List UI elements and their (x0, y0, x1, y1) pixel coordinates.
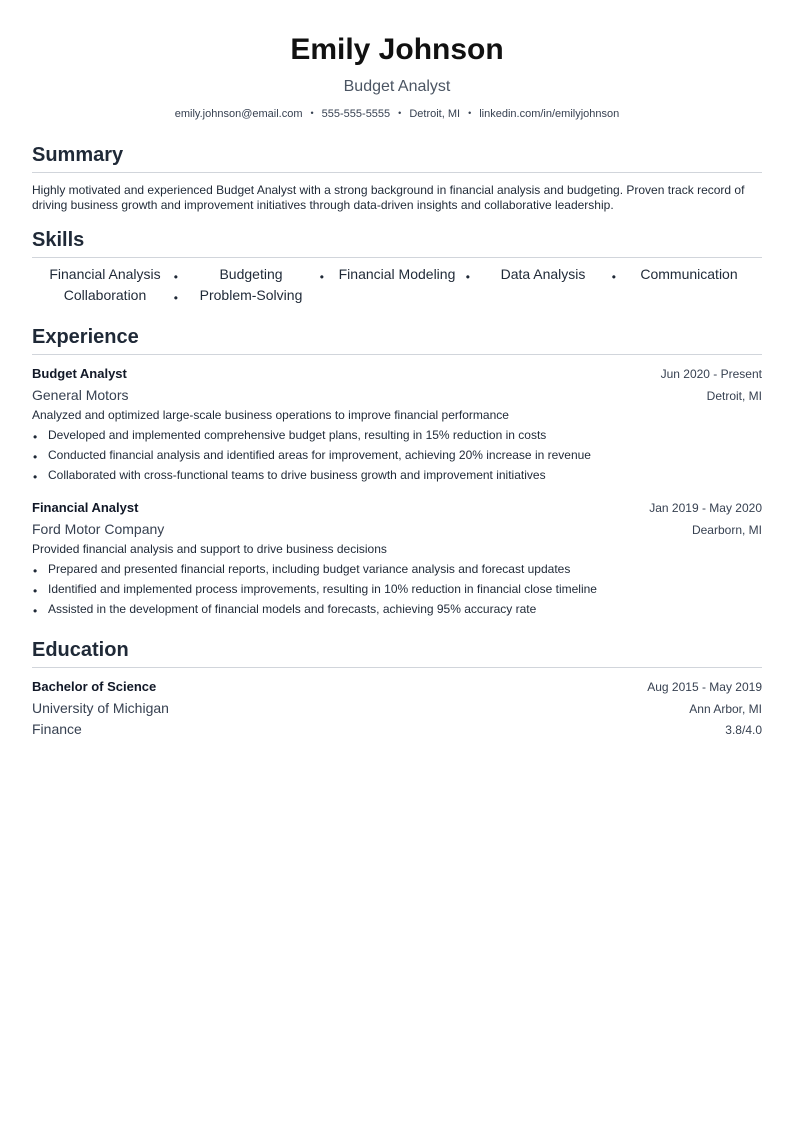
education-entry (32, 678, 762, 739)
contact-separator: • (398, 108, 402, 118)
skill-item (32, 287, 178, 304)
skill-item (470, 266, 616, 283)
education-section (32, 637, 762, 739)
bullet-icon: • (33, 604, 38, 618)
section-title-education: Education (32, 637, 762, 668)
summary-section (32, 142, 762, 213)
job-location: Detroit, MI (706, 389, 762, 403)
skill-item (324, 266, 470, 283)
summary-text: Highly motivated and experienced Budget Analyst with a strong background in financial analysis and budgeting. Proven track record of driving business growth and improvement initiatives through data-driven insights and collaborative leadership. (32, 183, 745, 212)
resume-page (32, 0, 762, 739)
skill-label: Communication (640, 266, 738, 282)
job-entry (32, 499, 762, 617)
bullet-text: Prepared and presented financial reports, including budget variance analysis and forecast updates (48, 562, 571, 576)
bullet-icon: • (33, 430, 38, 444)
job-entry (32, 365, 762, 483)
field-of-study: Finance (32, 721, 82, 737)
skills-section (32, 227, 762, 304)
job-date: Jun 2020 - Present (660, 367, 762, 381)
list-item (32, 561, 762, 577)
skill-label: Financial Analysis (49, 266, 161, 282)
job-title: Budget Analyst (32, 366, 127, 381)
school: University of Michigan (32, 700, 169, 716)
bullet-text: Conducted financial analysis and identified areas for improvement, achieving 20% increase in revenue (48, 448, 591, 462)
job-description: Provided financial analysis and support to drive business decisions (32, 542, 387, 556)
skill-separator: • (173, 291, 178, 305)
contact-email[interactable]: emily.johnson@email.com (174, 108, 303, 120)
bullet-text: Identified and implemented process improvements, resulting in 10% reduction in financial close timeline (48, 582, 597, 596)
section-title-summary: Summary (32, 142, 762, 173)
bullet-icon: • (33, 450, 38, 464)
gpa: 3.8/4.0 (725, 723, 762, 737)
bullet-icon: • (33, 564, 38, 578)
bullet-text: Assisted in the development of financial models and forecasts, achieving 95% accuracy rate (48, 602, 537, 616)
bullet-text: Collaborated with cross-functional teams to drive business growth and improvement initiatives (48, 468, 546, 482)
contact-phone[interactable]: 555-555-5555 (321, 108, 391, 120)
job-company: General Motors (32, 387, 129, 403)
list-item (32, 427, 762, 443)
skill-label: Data Analysis (500, 266, 586, 282)
skill-label: Collaboration (63, 287, 147, 303)
contact-linkedin[interactable]: linkedin.com/in/emilyjohnson (479, 108, 620, 120)
contact-location: Detroit, MI (409, 108, 461, 120)
list-item (32, 581, 762, 597)
experience-section (32, 324, 762, 617)
job-bullets (32, 427, 762, 483)
contact-line (32, 105, 762, 122)
contact-separator: • (468, 108, 472, 118)
skill-separator: • (319, 270, 324, 284)
job-date: Jan 2019 - May 2020 (649, 501, 762, 515)
skill-item (178, 287, 324, 304)
bullet-icon: • (33, 584, 38, 598)
job-description: Analyzed and optimized large-scale business operations to improve financial performance (32, 408, 509, 422)
resume-header (32, 31, 762, 122)
degree: Bachelor of Science (32, 679, 157, 694)
job-bullets (32, 561, 762, 617)
job-company: Ford Motor Company (32, 521, 165, 537)
skill-item (32, 266, 178, 283)
bullet-text: Developed and implemented comprehensive budget plans, resulting in 15% reduction in costs (48, 428, 547, 442)
list-item (32, 447, 762, 463)
skill-item (178, 266, 324, 283)
candidate-name: Emily Johnson (290, 33, 504, 66)
education-date: Aug 2015 - May 2019 (647, 680, 762, 694)
skill-separator: • (173, 270, 178, 284)
section-title-skills: Skills (32, 227, 762, 258)
skills-list (32, 266, 762, 304)
job-location: Dearborn, MI (691, 523, 762, 537)
skill-label: Budgeting (219, 266, 283, 282)
school-location: Ann Arbor, MI (689, 702, 762, 716)
section-title-experience: Experience (32, 324, 762, 355)
contact-separator: • (310, 108, 314, 118)
skill-label: Financial Modeling (338, 266, 456, 282)
skill-item (616, 266, 762, 283)
skill-separator: • (611, 270, 616, 284)
list-item (32, 467, 762, 483)
skill-separator: • (465, 270, 470, 284)
list-item (32, 601, 762, 617)
skill-label: Problem-Solving (199, 287, 303, 303)
job-title: Financial Analyst (32, 500, 139, 515)
bullet-icon: • (33, 470, 38, 484)
candidate-role: Budget Analyst (343, 78, 451, 95)
